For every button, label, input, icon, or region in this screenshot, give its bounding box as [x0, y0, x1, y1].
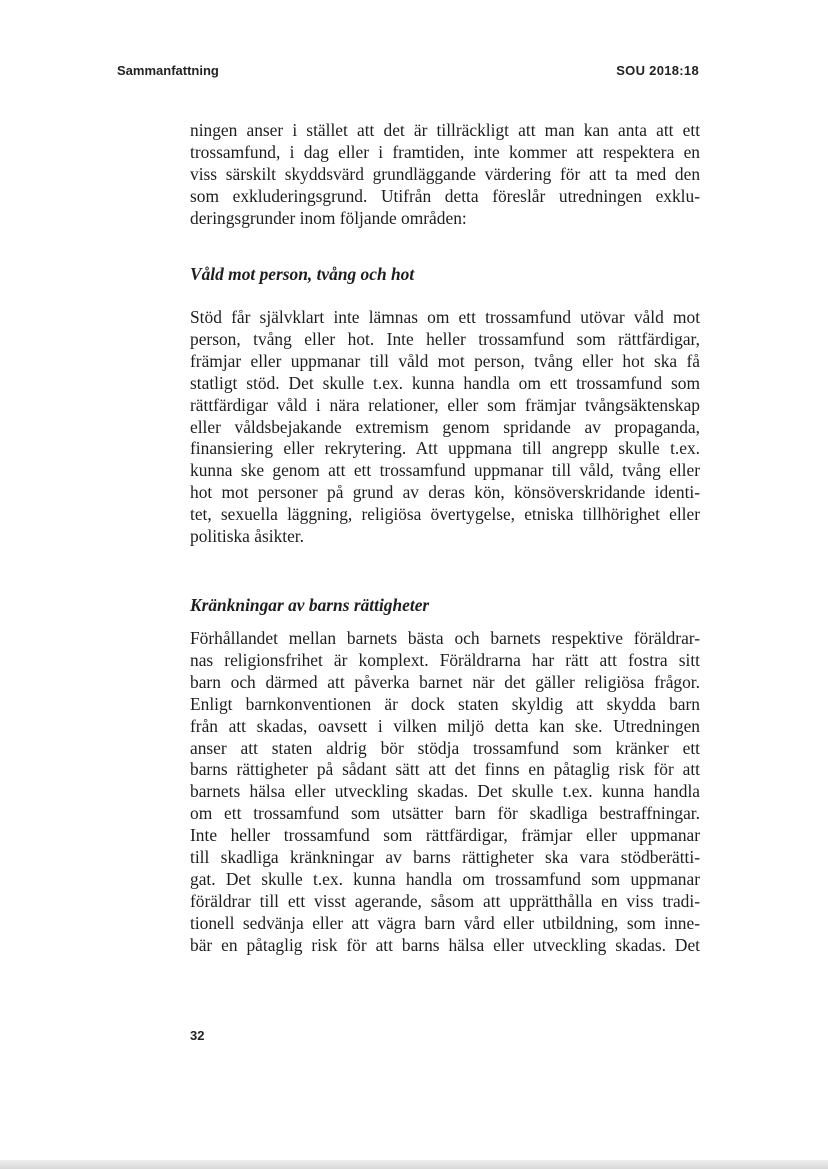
text-line: främjar eller uppmanar till våld mot person, tvång eller hot ska få [190, 350, 701, 371]
page-number: 32 [190, 1028, 205, 1043]
text-line: politiska åsikter. [190, 526, 304, 547]
text-line: barnets hälsa eller utveckling skadas. Det skulle t.ex. kunna handla [190, 781, 700, 802]
text-line: deringsgrunder inom följande områden: [190, 207, 467, 228]
section-heading-children: Kränkningar av barns rättigheter [190, 595, 430, 615]
text-line: tet, sexuella läggning, religiösa övertygelse, etniska tillhörighet eller [190, 504, 700, 525]
text-line: tionell sedvänja eller att vägra barn vård eller utbildning, som inne- [190, 912, 701, 933]
text-line: anser att staten aldrig bör stödja trossamfund som kränker ett [190, 737, 701, 758]
text-line: rättfärdigar våld i nära relationer, eller som främjar tvångsäktenskap [190, 394, 700, 415]
text-line: nas religionsfrihet är komplext. Föräldrarna har rätt att fostra sitt [190, 649, 700, 670]
text-line: trossamfund, i dag eller i framtiden, inte kommer att respektera en [190, 141, 700, 162]
children-paragraph [190, 628, 700, 957]
text-line: statligt stöd. Det skulle t.ex. kunna handla om ett trossamfund som [190, 372, 700, 393]
text-line: kunna ske genom att ett trossamfund uppmanar till våld, tvång eller [190, 460, 701, 481]
text-line: hot mot personer på grund av deras kön, könsöverskridande identi- [190, 482, 701, 503]
text-line: bär en påtaglig risk för att barns hälsa eller utveckling skadas. Det [190, 934, 701, 955]
text-line: person, tvång eller hot. Inte heller trossamfund som rättfärdigar, [190, 328, 701, 349]
text-line: barns rättigheter på sådant sätt att det finns en påtaglig risk för att [190, 759, 700, 780]
text-line: eller våldsbejakande extremism genom spridande av propaganda, [190, 416, 700, 437]
text-line: Stöd får självklart inte lämnas om ett trossamfund utövar våld mot [190, 307, 701, 327]
text-line: från att skadas, oavsett i vilken miljö detta kan ske. Utredningen [190, 715, 701, 736]
text-line: om ett trossamfund som utsätter barn för skadliga bestraffningar. [190, 803, 700, 824]
page-bottom-edge [0, 1160, 828, 1169]
text-line: gat. Det skulle t.ex. kunna handla om trossamfund som uppmanar [190, 868, 700, 889]
text-line: barn och därmed att påverka barnet när det gäller religiösa frågor. [190, 671, 700, 692]
text-line: som exkluderingsgrund. Utifrån detta föreslår utredningen exklu- [190, 185, 701, 206]
report-number: SOU 2018:18 [616, 63, 699, 78]
intro-paragraph [190, 120, 700, 230]
section-title: Sammanfattning [117, 63, 219, 78]
text-line: Förhållandet mellan barnets bästa och barnets respektive föräldrar- [190, 628, 701, 648]
section-heading-violence: Våld mot person, tvång och hot [190, 264, 415, 284]
text-line: Inte heller trossamfund som rättfärdigar, främjar eller uppmanar [190, 825, 701, 846]
text-line: Enligt barnkonventionen är dock staten skyldig att skydda barn [190, 693, 700, 714]
text-line: finansiering eller rekrytering. Att uppmana till angrepp skulle t.ex. [190, 438, 701, 459]
violence-paragraph [190, 307, 700, 548]
text-line: föräldrar till ett visst agerande, såsom att upprätthålla en viss tradi- [190, 890, 700, 911]
text-line: viss särskilt skyddsvärd grundläggande värdering för att ta med den [190, 163, 701, 184]
text-line: till skadliga kränkningar av barns rättigheter ska vara stödberätti- [190, 847, 701, 868]
text-line: ningen anser i stället att det är tillräckligt att man kan anta att ett [190, 120, 701, 140]
